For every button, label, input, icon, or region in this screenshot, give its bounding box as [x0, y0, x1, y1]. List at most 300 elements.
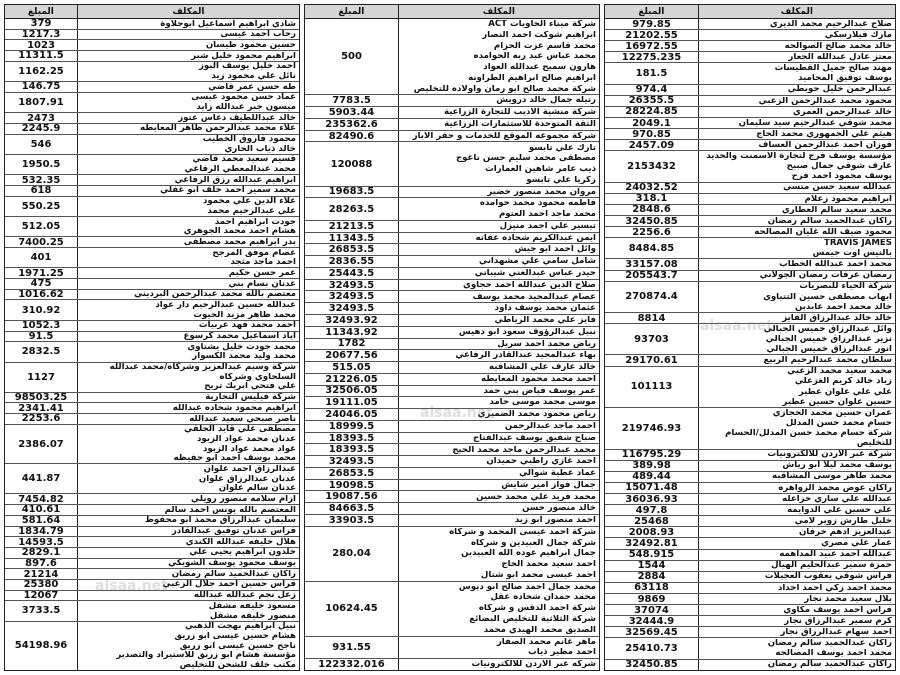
taxpayer-name: عدنان محمد عواد الزيود [197, 434, 296, 444]
taxpayer-cell [77, 537, 299, 547]
amount-cell: 3733.5 [21, 605, 61, 617]
taxpayer-name: خالد عبداللطيف دعاس عتوز [178, 113, 296, 123]
table-row [305, 374, 599, 386]
taxpayer-cell [77, 19, 299, 29]
taxpayer-name: خالد محمد احمد عابدين [795, 302, 892, 312]
table-row [605, 583, 895, 594]
payment-table-middle [304, 4, 600, 671]
taxpayer-name: يوسف توفيق المحاميد [798, 74, 892, 83]
table-row [5, 155, 299, 175]
amount-cell: 532.35 [21, 175, 61, 185]
amount-cell: 497.8 [635, 505, 668, 516]
taxpayer-cell [698, 259, 895, 269]
taxpayer-cell [77, 40, 299, 50]
taxpayer-name: شركة ميناء الحاويات ACT [488, 20, 596, 29]
taxpayer-cell [77, 591, 299, 601]
table-body [605, 19, 895, 670]
header-amount: المبلغ [638, 6, 665, 17]
taxpayer-name: محمد عبدالرحمن ماجد محمد الحيج [452, 445, 596, 455]
amount-cell: 26355.5 [628, 95, 675, 106]
amount-cell: 32450.85 [625, 659, 678, 670]
amount-cell: 54198.96 [14, 640, 68, 652]
taxpayer-name: الصديق محمد الهيدي محمد [483, 625, 596, 635]
amount-cell: 2473 [27, 113, 55, 123]
taxpayer-cell [77, 268, 299, 278]
amount-cell: 63118 [634, 582, 669, 593]
taxpayer-name: احمد غازي راطبي حميدان [486, 457, 596, 466]
amount-cell: 19683.5 [328, 186, 375, 198]
amount-cell: 11311.5 [18, 51, 64, 61]
watermark: alsaa.net [420, 405, 493, 421]
table-header [5, 5, 299, 19]
table-row [305, 491, 599, 503]
amount-cell: 18393.5 [328, 444, 375, 456]
taxpayer-cell [77, 217, 299, 236]
taxpayer-cell [698, 41, 895, 51]
table-row [605, 183, 895, 194]
taxpayer-name: ذيب عامر شاهين العمارات [485, 165, 596, 174]
amount-cell: 401 [30, 252, 52, 264]
table-row [5, 279, 299, 290]
taxpayer-name: عمران حسين محمد الحجازي [772, 408, 892, 418]
table-row [305, 119, 599, 131]
taxpayer-cell [77, 113, 299, 123]
taxpayer-name: صباح شفيق يوسف عبدالفتاح [472, 433, 596, 443]
table-row [5, 300, 299, 320]
amount-cell: 1782 [337, 338, 366, 350]
taxpayer-cell [398, 119, 599, 130]
amount-cell: 181.5 [635, 68, 668, 80]
table-row [5, 93, 299, 113]
amount-cell: 101113 [630, 381, 673, 393]
table-row [305, 397, 599, 409]
amount-cell: 2457.09 [628, 140, 675, 151]
taxpayer-cell [77, 403, 299, 413]
taxpayer-cell [77, 393, 299, 403]
amount-cell: 32493.92 [325, 315, 378, 326]
amount-cell: 512.05 [21, 221, 61, 233]
taxpayer-name: محمد وليد محمد الكسوار [192, 352, 296, 361]
amount-cell: 21202.55 [625, 30, 678, 41]
taxpayer-name: ناصر صبحي سعيد عبدالله [189, 414, 296, 424]
table-row [605, 505, 895, 516]
taxpayer-cell [398, 142, 599, 185]
amount-cell: 475 [30, 279, 52, 289]
amount-cell: 974.4 [635, 84, 668, 95]
taxpayer-name: هلال خليفه عبدالله الكندي [185, 537, 296, 547]
taxpayer-name: احمد عيسى محمد ابو شتال [480, 570, 596, 580]
taxpayer-name: كرم سمير عبدالرزاق نجار [784, 616, 892, 626]
taxpayer-name: رحاب احمد عيسى [220, 30, 296, 39]
taxpayer-name: ابراهيم محمود خليل شبر [191, 51, 296, 61]
taxpayer-cell [398, 637, 599, 659]
taxpayer-name: محمود محمد عبدالرحمن الزعبي [758, 96, 892, 106]
amount-cell: 8484.85 [628, 242, 675, 254]
taxpayer-name: محمد طاهر موسى المشاقبه [772, 472, 892, 482]
taxpayer-cell [398, 527, 599, 581]
taxpayer-name: محمد جودت خليل يشتاوي [187, 342, 296, 352]
taxpayer-cell [698, 205, 895, 215]
amount-cell: 1016.62 [18, 289, 64, 300]
taxpayer-name: تارك علي تابسو [528, 143, 596, 153]
table-row [605, 594, 895, 605]
taxpayer-name: تيسير علي احمد منيزل [499, 221, 596, 231]
amount-cell: 18393.5 [328, 432, 375, 444]
taxpayer-name: فايز علي محمد الرياطي [494, 316, 596, 325]
taxpayer-name: رتيله جمال خالد درويش [496, 96, 596, 106]
amount-cell: 26853.5 [328, 467, 375, 479]
amount-cell: 25443.5 [328, 267, 375, 279]
taxpayer-name: احمد ماجد عبدالرحمن [504, 421, 596, 431]
taxpayer-cell [698, 638, 895, 658]
table-row [5, 217, 299, 237]
table-row [605, 216, 895, 227]
taxpayer-cell [398, 244, 599, 255]
taxpayer-cell [698, 30, 895, 40]
table-row [5, 494, 299, 505]
amount-cell: 410.61 [21, 505, 61, 515]
taxpayer-name: خالد عارف علي المشاقبه [489, 363, 596, 372]
table-row [605, 516, 895, 527]
taxpayer-name: محمد عباس عبد ربه الحوامده [473, 52, 596, 61]
taxpayer-name: راكان عبدالحميد سالم رمضان [767, 216, 892, 226]
taxpayer-name: زعل نجم عبدالله عبدالله [193, 591, 296, 600]
amount-cell: 1162.25 [18, 65, 64, 77]
taxpayer-cell [698, 367, 895, 407]
taxpayer-name: عبدالرحمن خليل حويطي [787, 85, 892, 95]
amount-cell: 2386.07 [18, 438, 64, 450]
taxpayer-cell [398, 268, 599, 279]
table-row [605, 313, 895, 324]
taxpayer-name: عمار علي مصري [821, 539, 892, 548]
table-row [605, 367, 895, 408]
amount-cell: 14593.5 [18, 537, 64, 547]
table-row [605, 355, 895, 366]
amount-cell: 5903.44 [328, 107, 375, 118]
table-row [605, 194, 895, 205]
amount-cell: 441.87 [21, 473, 61, 485]
table-row [605, 205, 895, 216]
taxpayer-cell [398, 433, 599, 444]
taxpayer-name: خلدون ابراهيم يحيى علي [189, 548, 296, 558]
table-row [5, 464, 299, 494]
taxpayer-name: فوزان احمد عبدالرحمن العساف [758, 140, 892, 150]
taxpayer-cell [77, 527, 299, 537]
taxpayer-cell [398, 280, 599, 291]
taxpayer-name: شامل سامي علي مشهداني [479, 257, 596, 266]
table-row [5, 30, 299, 41]
taxpayer-cell [698, 118, 895, 128]
amount-cell: 82490.6 [328, 130, 375, 142]
taxpayer-cell [698, 561, 895, 571]
table-row [5, 268, 299, 279]
table-row [605, 271, 895, 282]
taxpayer-name: شركة الثلاثية للتخليص البضائع [469, 615, 596, 624]
table-row [5, 175, 299, 186]
amount-cell: 29170.61 [625, 355, 678, 366]
taxpayer-name: خليل طارش زوير لامي [794, 516, 892, 526]
table-row [5, 516, 299, 527]
taxpayer-name: ايهاب مصطفى حسين التتباوي [762, 292, 892, 302]
table-row [5, 527, 299, 538]
table-row [605, 527, 895, 538]
taxpayer-name: علي علي علوان عطير [798, 387, 892, 397]
taxpayer-cell [77, 321, 299, 331]
taxpayer-cell [398, 198, 599, 220]
taxpayer-name: مسعود خليفه مشفل [208, 601, 296, 611]
taxpayer-cell [398, 515, 599, 526]
taxpayer-name: احمد منصور ابو زيد [514, 516, 596, 525]
taxpayer-name: حسين علوان حسين عطير [782, 397, 892, 407]
taxpayer-cell [77, 93, 299, 112]
taxpayer-name: محمد حمدان شحاده عقل [490, 593, 596, 603]
taxpayer-name: نبيل عبدالرؤوف سعود ابو دهيس [458, 327, 596, 337]
amount-cell: 19098.5 [328, 479, 375, 491]
table-row [5, 237, 299, 248]
taxpayer-name: احمد سهام عبدالرزاق نجار [780, 628, 892, 637]
amount-cell: 20677.56 [325, 350, 378, 362]
amount-cell: 91.5 [28, 331, 54, 342]
table-row [605, 408, 895, 449]
taxpayer-name: TRAVIS JAMES [823, 238, 892, 248]
taxpayer-cell [398, 362, 599, 373]
taxpayer-cell [698, 107, 895, 117]
taxpayer-cell [398, 421, 599, 432]
taxpayer-name: الثقة المتوحدة للاستثمارات الزراعية [444, 120, 596, 129]
taxpayer-name: ابراهيم محمود شحاده عبدالله [172, 403, 296, 413]
taxpayer-name: راكان عوض محمد الزواهره [778, 483, 892, 493]
taxpayer-name: محمد ماجد احمد العتوم [498, 210, 596, 219]
amount-cell: 389.98 [632, 460, 671, 471]
table-row [5, 113, 299, 124]
taxpayer-cell [398, 456, 599, 467]
amount-cell: 26853.5 [328, 244, 375, 256]
table-row [605, 63, 895, 84]
table-row [605, 483, 895, 494]
amount-cell: 28224.85 [625, 106, 678, 117]
table-row [5, 591, 299, 602]
taxpayer-name: احمد مطير ذياب [528, 648, 596, 657]
taxpayer-name: عصام موفق المرجح [212, 248, 296, 258]
amount-cell: 24032.52 [625, 182, 678, 193]
taxpayer-cell [398, 19, 599, 94]
table-row [605, 41, 895, 52]
amount-cell: 581.64 [21, 515, 61, 526]
watermark: alsaa.net [95, 578, 168, 594]
taxpayer-name: بلال سعيد محمد نجار [804, 594, 892, 604]
taxpayer-cell [77, 155, 299, 174]
taxpayer-name: محمد شوقي عبدالرحيم سيد سليمان [738, 118, 892, 128]
table-row [605, 572, 895, 583]
table-row [305, 582, 599, 637]
amount-cell: 11343.5 [328, 232, 375, 244]
taxpayer-cell [698, 271, 895, 281]
taxpayer-name: منصور خليفه مشفل [209, 611, 296, 621]
taxpayer-name: خالد عبدالرحمن العمري [792, 107, 892, 117]
taxpayer-name: فراس حسين احمد جلال الزعبي [162, 580, 296, 590]
watermark: alsaa.net [700, 318, 773, 334]
amount-cell: 32493.5 [328, 291, 375, 303]
taxpayer-cell [698, 238, 895, 258]
amount-cell: 546 [30, 138, 52, 150]
table-row [305, 409, 599, 421]
taxpayer-cell [77, 290, 299, 300]
table-row [605, 85, 895, 96]
amount-cell: 32569.45 [625, 627, 678, 638]
taxpayer-name: محمد احمد زكي احمد اخداد [777, 583, 892, 593]
taxpayer-name: احمد محمد محمود المعايطه [481, 374, 596, 384]
amount-cell: 205543.7 [625, 270, 678, 281]
table-row [5, 569, 299, 580]
taxpayer-name: للتخليص [856, 439, 892, 448]
taxpayer-cell [698, 616, 895, 626]
table-row [605, 660, 895, 670]
taxpayer-name: علي عبدالرحيم محمد [207, 206, 296, 216]
table-row [5, 197, 299, 217]
taxpayer-name: احمد ماجد مثجد [230, 258, 296, 267]
taxpayer-cell [77, 548, 299, 558]
taxpayer-name: راكان عبدالحميد سالم رمضان [767, 639, 892, 648]
amount-cell: 9869 [637, 593, 666, 605]
taxpayer-name: صلاح عبدالرحيم محمد الديري [769, 19, 892, 29]
taxpayer-cell [77, 300, 299, 319]
taxpayer-cell [77, 622, 299, 670]
taxpayer-name: شادي ابراهيم اسماعيل ابوحلاوة [160, 19, 296, 29]
amount-cell: 28263.5 [328, 203, 375, 215]
table-row [5, 403, 299, 414]
taxpayer-name: ابراهيم شوكت احمد النصار [482, 30, 596, 40]
table-row [5, 40, 299, 51]
table-row [605, 30, 895, 41]
taxpayer-cell [77, 569, 299, 579]
amount-cell: 500 [341, 51, 362, 63]
amount-cell: 379 [30, 19, 52, 29]
taxpayer-name: عبدالله احمد عبيد المداهمه [779, 550, 892, 559]
taxpayer-name: شركة عبر الاردن للالكترونيات [767, 450, 892, 459]
taxpayer-cell [398, 491, 599, 502]
amount-cell: 84663.5 [328, 503, 375, 515]
taxpayer-name: مروان محمد منصور خضير [487, 187, 596, 197]
table-row [5, 186, 299, 197]
taxpayer-name: عارف شوقي جمال صبيح [786, 162, 892, 171]
table-row [305, 468, 599, 480]
taxpayer-name: مهند صالح جميل القطيسات [774, 64, 892, 73]
taxpayer-name: محمد يوسف احمد ابو حفيظه [173, 454, 296, 463]
amount-cell: 550.25 [21, 200, 61, 212]
table-row [605, 151, 895, 182]
taxpayer-name: علي حسين علي الدوايمه [787, 505, 892, 515]
amount-cell: 122332.016 [318, 659, 385, 670]
taxpayer-name: قسيم سعيد محمد قاضي [192, 155, 296, 165]
table-row [305, 386, 599, 398]
taxpayer-name: شركة حسام محمد حسن المدلل/الحسام [725, 429, 892, 438]
amount-cell: 33903.5 [328, 515, 375, 526]
taxpayer-name: ماهر غانم محمد الصفار [496, 637, 596, 647]
taxpayer-name: حسين محمود طيسان [205, 40, 296, 50]
amount-cell: 2836.55 [328, 256, 375, 267]
payment-table-left [4, 4, 300, 671]
payment-table-right [604, 4, 896, 671]
taxpayer-name: وائل احمد ابو جيش [514, 245, 596, 255]
taxpayer-cell [698, 194, 895, 204]
amount-cell: 515.05 [332, 362, 371, 373]
taxpayer-name: علاء محمد عبدالرحمن ظاهر المعايطه [140, 124, 296, 133]
taxpayer-cell [77, 62, 299, 81]
table-row [305, 303, 599, 315]
taxpayer-cell [698, 282, 895, 312]
taxpayer-cell [398, 233, 599, 244]
amount-cell: 32492.81 [625, 538, 678, 549]
taxpayer-name: ناجح حسين عيسى ابو زريق [179, 641, 296, 651]
taxpayer-name: عبدالله حسين عبدالرحيم دار عواد [155, 300, 296, 310]
taxpayer-name: شركه عبر الاردن للالكترونيات [471, 660, 596, 669]
amount-cell: 1807.91 [18, 96, 64, 108]
table-row [5, 559, 299, 570]
amount-cell: 2832.5 [21, 346, 61, 358]
taxpayer-cell [698, 605, 895, 615]
taxpayer-cell [698, 472, 895, 482]
amount-cell: 2253.6 [21, 413, 61, 424]
taxpayer-cell [398, 444, 599, 455]
taxpayer-cell [698, 505, 895, 515]
table-row [5, 19, 299, 30]
table-row [5, 248, 299, 268]
table-row [5, 601, 299, 621]
taxpayer-name: راكان عبدالحميد سالم رمضان [171, 569, 296, 579]
amount-cell: 120088 [330, 158, 373, 170]
taxpayer-name: ميسون جبر عبدالله زايد [196, 103, 296, 112]
amount-cell: 37074 [634, 605, 669, 616]
table-row [605, 538, 895, 549]
table-row [305, 339, 599, 351]
amount-cell: 19087.56 [325, 491, 378, 503]
table-row [5, 321, 299, 332]
taxpayer-cell [398, 503, 599, 514]
amount-cell: 25380 [23, 579, 59, 590]
table-row [305, 527, 599, 582]
table-row [305, 444, 599, 456]
taxpayer-name: نزير عبدالرزاق خميس الجبالي [765, 334, 892, 344]
taxpayer-cell [77, 186, 299, 196]
taxpayer-cell [698, 151, 895, 181]
table-row [305, 221, 599, 233]
table-header [305, 5, 599, 19]
amount-cell: 98503.25 [14, 392, 68, 403]
taxpayer-cell [398, 386, 599, 397]
taxpayer-name: راكان عبدالحميد سالم رمضان [767, 660, 892, 669]
amount-cell: 1950.5 [21, 159, 61, 171]
amount-cell: 2049.1 [632, 118, 671, 129]
amount-cell: 36036.93 [625, 493, 678, 505]
header-name: المكلف [77, 5, 299, 18]
header-name: المكلف [698, 5, 895, 18]
taxpayer-name: فراس احمد يوسف مكاوي [783, 605, 892, 615]
taxpayer-cell [698, 52, 895, 62]
taxpayer-name: زكريا علي تابسو [526, 175, 596, 185]
taxpayer-name: عمر حسن حكيم [228, 268, 296, 278]
amount-cell: 7400.25 [18, 237, 64, 248]
table-row [305, 659, 599, 670]
taxpayer-cell [398, 350, 599, 361]
taxpayer-name: محمد سعيد سالم العطاري [781, 205, 892, 215]
amount-cell: 19111.05 [325, 397, 378, 409]
table-row [605, 52, 895, 63]
taxpayer-name: ابراهيم محمود زعلام [804, 194, 892, 204]
table-row [305, 256, 599, 268]
taxpayer-name: اياد اسماعيل محمد كرسوع [183, 332, 296, 341]
taxpayer-name: فراس عدنان توفيق عبدالقادر [171, 527, 296, 536]
taxpayer-cell [698, 516, 895, 526]
